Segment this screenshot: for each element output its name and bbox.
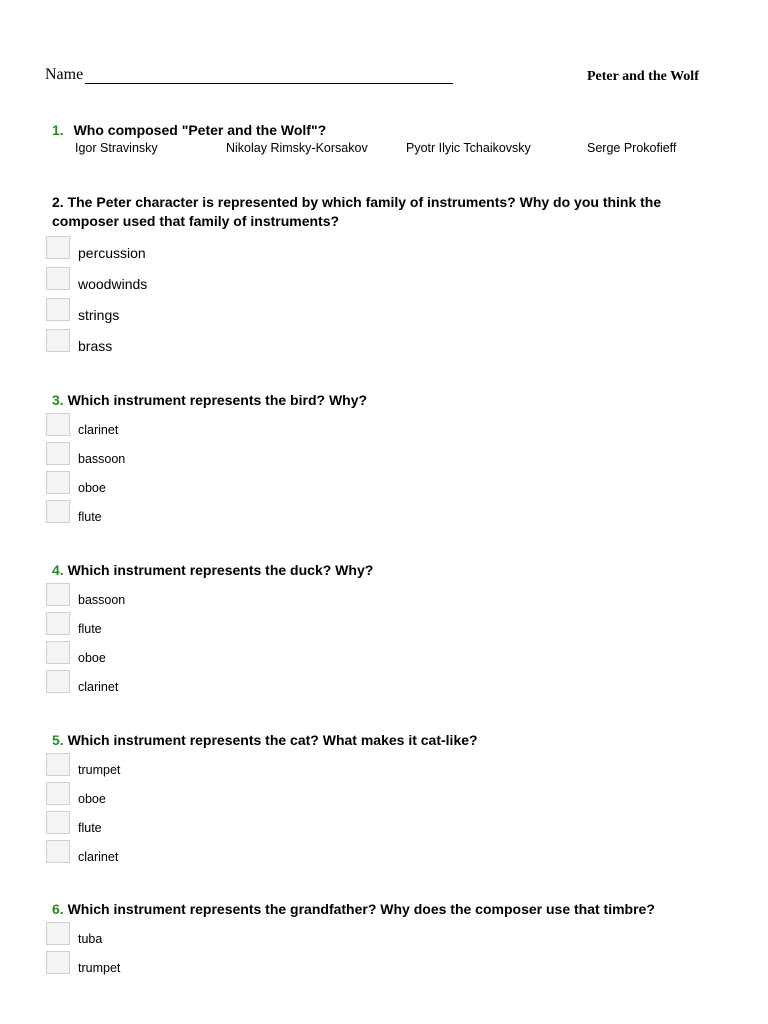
q3-choice[interactable] [46, 498, 102, 524]
q5-choice[interactable] [46, 838, 118, 864]
worksheet-title: Peter and the Wolf [587, 69, 699, 84]
name-blank-line[interactable] [85, 67, 355, 84]
checkbox[interactable] [46, 236, 70, 259]
q4-choice[interactable] [46, 668, 118, 694]
q2-choice[interactable] [46, 326, 112, 354]
q1-option-1[interactable]: Igor Stravinsky [75, 141, 158, 155]
question-number: 6. [52, 901, 64, 917]
choice-label: woodwinds [78, 276, 148, 292]
checkbox[interactable] [46, 612, 70, 635]
name-blank-line-extension[interactable] [355, 67, 453, 84]
q5-choice[interactable] [46, 780, 106, 806]
checkbox[interactable] [46, 500, 70, 523]
choice-label: bassoon [78, 593, 126, 607]
checkbox[interactable] [46, 811, 70, 834]
checkbox[interactable] [46, 267, 70, 290]
choice-label: strings [78, 307, 120, 323]
choice-label: brass [78, 338, 113, 354]
choice-label: oboe [78, 792, 106, 806]
choice-label: trumpet [78, 763, 121, 777]
question-3 [52, 391, 367, 410]
question-text-line-2: composer used that family of instruments? [52, 213, 340, 229]
question-text-line-1: . The Peter character is represented by which family of instruments? Why do you think the [59, 194, 662, 210]
choice-label: clarinet [78, 680, 119, 694]
question-text: Who composed "Peter and the Wolf"? [73, 122, 327, 138]
choice-label: oboe [78, 651, 106, 665]
question-4 [52, 561, 373, 580]
q2-choice[interactable] [46, 233, 146, 261]
q5-choice[interactable] [46, 751, 120, 777]
question-number: 3. [52, 392, 64, 408]
checkbox[interactable] [46, 922, 70, 945]
checkbox[interactable] [46, 670, 70, 693]
question-text: Which instrument represents the grandfather? Why does the composer use that timbre? [67, 901, 655, 917]
choice-label: bassoon [78, 452, 126, 466]
q1-option-4[interactable]: Serge Prokofieff [587, 141, 677, 155]
checkbox[interactable] [46, 298, 70, 321]
q6-choice[interactable] [46, 949, 120, 975]
question-5 [52, 731, 478, 750]
choice-label: flute [78, 622, 102, 636]
q4-choice[interactable] [46, 639, 106, 665]
question-number: 4. [52, 562, 64, 578]
checkbox[interactable] [46, 413, 70, 436]
choice-label: clarinet [78, 423, 119, 437]
q3-choice[interactable] [46, 440, 125, 466]
choice-label: trumpet [78, 961, 121, 975]
question-number: 5. [52, 732, 64, 748]
name-field [45, 66, 453, 84]
checkbox[interactable] [46, 442, 70, 465]
question-1 [52, 121, 326, 140]
question-number: 1. [52, 122, 64, 138]
q2-choice[interactable] [46, 295, 119, 323]
q1-option-3[interactable]: Pyotr Ilyic Tchaikovsky [406, 141, 531, 155]
name-label: Name [45, 66, 84, 83]
checkbox[interactable] [46, 329, 70, 352]
question-text: Which instrument represents the duck? Why? [67, 562, 374, 578]
choice-label: oboe [78, 481, 106, 495]
checkbox[interactable] [46, 840, 70, 863]
question-2 [52, 193, 742, 231]
question-text: Which instrument represents the bird? Why? [67, 392, 368, 408]
question-number: 2 [52, 194, 60, 210]
q4-choice[interactable] [46, 581, 125, 607]
q3-choice[interactable] [46, 469, 106, 495]
choice-label: percussion [78, 245, 146, 261]
checkbox[interactable] [46, 471, 70, 494]
q4-choice[interactable] [46, 610, 102, 636]
checkbox[interactable] [46, 782, 70, 805]
q5-choice[interactable] [46, 809, 102, 835]
choice-label: flute [78, 821, 102, 835]
q1-option-2[interactable]: Nikolay Rimsky-Korsakov [226, 141, 368, 155]
q6-choice[interactable] [46, 920, 102, 946]
question-6 [52, 900, 655, 919]
checkbox[interactable] [46, 583, 70, 606]
checkbox[interactable] [46, 753, 70, 776]
choice-label: clarinet [78, 850, 119, 864]
choice-label: flute [78, 510, 102, 524]
question-text: Which instrument represents the cat? What makes it cat-like? [67, 732, 478, 748]
checkbox[interactable] [46, 951, 70, 974]
choice-label: tuba [78, 932, 103, 946]
q2-choice[interactable] [46, 264, 147, 292]
checkbox[interactable] [46, 641, 70, 664]
q3-choice[interactable] [46, 411, 118, 437]
